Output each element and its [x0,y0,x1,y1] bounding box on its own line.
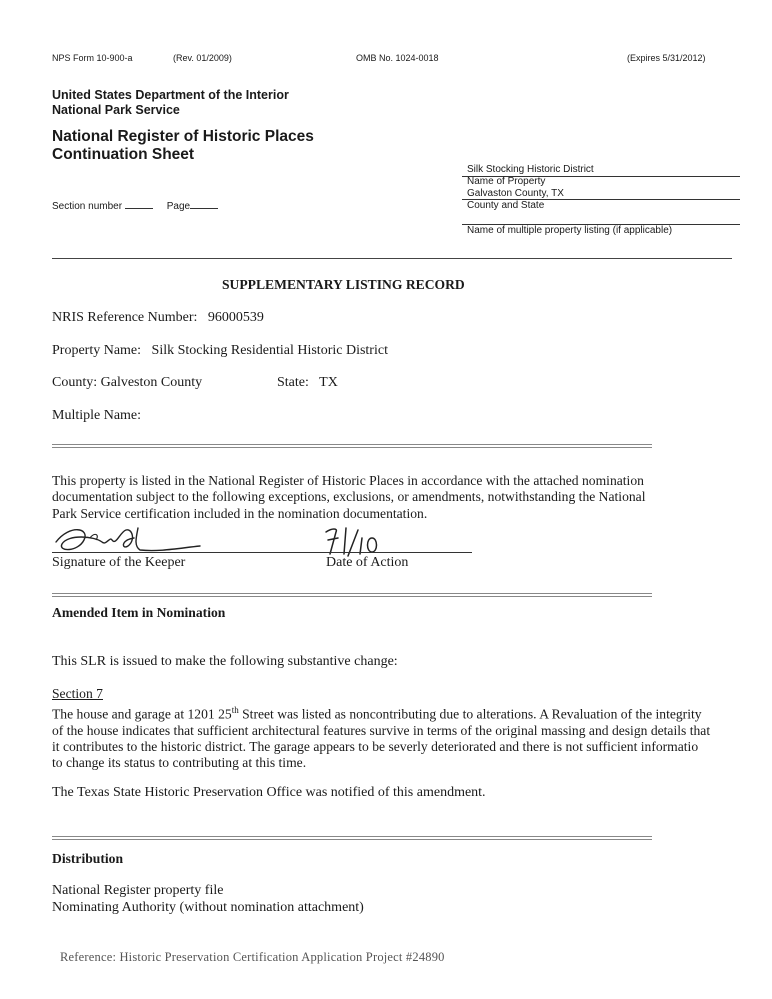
record-divider [52,444,652,448]
omb-number: OMB No. 1024-0018 [356,53,439,63]
agency-service: National Park Service [52,103,180,117]
amendment-line-2: of the house indicates that sufficient architectural features survive in terms of the original massing and design details that [52,722,711,738]
distribution-item-2: Nominating Authority (without nomination attachment) [52,900,364,915]
nris-value: 96000539 [207,310,264,325]
page-label: Page [166,201,191,212]
section-number-field [52,200,218,212]
distribution-item-1: National Register property file [52,883,224,898]
amendment-text [52,702,742,772]
page-blank [190,200,218,209]
slr-heading: SUPPLEMENTARY LISTING RECORD [222,277,465,292]
amendment-line-1-sup: th [231,705,239,715]
agency-department: United States Department of the Interior [52,88,289,102]
header-divider [52,258,732,259]
state-row [277,375,338,391]
form-number: NPS Form 10-900-a [52,53,133,63]
section-number-label: Section number [52,201,123,212]
statement-line-2: documentation subject to the following exceptions, exclusions, or amendments, notwithstanding the National [52,489,646,505]
county-state-value: Galvaston County, TX [467,188,564,199]
amendment-line-1-a: The house and garage at 1201 25 [52,706,232,722]
property-label: Property Name: [52,343,142,358]
property-name-row [52,343,388,359]
county-label: County: [52,375,98,390]
nris-label: NRIS Reference Number: [52,310,198,325]
distribution-heading: Distribution [52,851,124,866]
amendment-line-1-b: Street was listed as noncontributing due to alterations. A Revaluation of the integrity [238,706,702,722]
section-number-blank [125,200,153,209]
amended-intro: This SLR is issued to make the following substantive change: [52,654,398,669]
signature-line [52,552,472,553]
amendment-line-4: to change its status to contributing at this time. [52,755,307,771]
state-value: TX [319,375,338,390]
amended-divider [52,836,652,840]
expiration-date: (Expires 5/31/2012) [627,53,706,63]
nris-row [52,310,264,326]
keeper-signature-label: Signature of the Keeper [52,555,186,570]
shpo-notice: The Texas State Historic Preservation Office was notified of this amendment. [52,785,486,800]
property-name-value: Silk Stocking Historic District [467,164,594,175]
listing-statement [52,473,742,522]
statement-line-1: This property is listed in the National Register of Historic Places in accordance with the attached nomination [52,473,644,488]
amendment-line-1 [52,702,742,723]
amendment-line-3: it contributes to the historic district. The garage appears to be severly deteriorated and there is not sufficient informatio [52,739,699,755]
multiple-listing-label: Name of multiple property listing (if applicable) [467,225,673,236]
statement-line-3: Park Service certification included in the nomination documentation. [52,505,428,521]
form-revision: (Rev. 01/2009) [173,53,232,63]
state-label: State: [277,375,309,390]
section-7-label: Section 7 [52,686,103,701]
amended-heading: Amended Item in Nomination [52,605,226,620]
multiple-name-label: Multiple Name: [52,408,142,423]
signature-divider [52,593,652,597]
reference-stamp: Reference: Historic Preservation Certification Application Project #24890 [60,950,445,964]
county-state-label: County and State [467,200,545,211]
county-row [52,375,202,391]
property-value: Silk Stocking Residential Historic District [151,343,388,358]
county-value: Galveston County [100,375,203,390]
property-name-label: Name of Property [467,176,546,187]
sheet-title: Continuation Sheet [52,146,195,163]
date-of-action-label: Date of Action [326,555,409,570]
register-title: National Register of Historic Places [52,128,314,145]
